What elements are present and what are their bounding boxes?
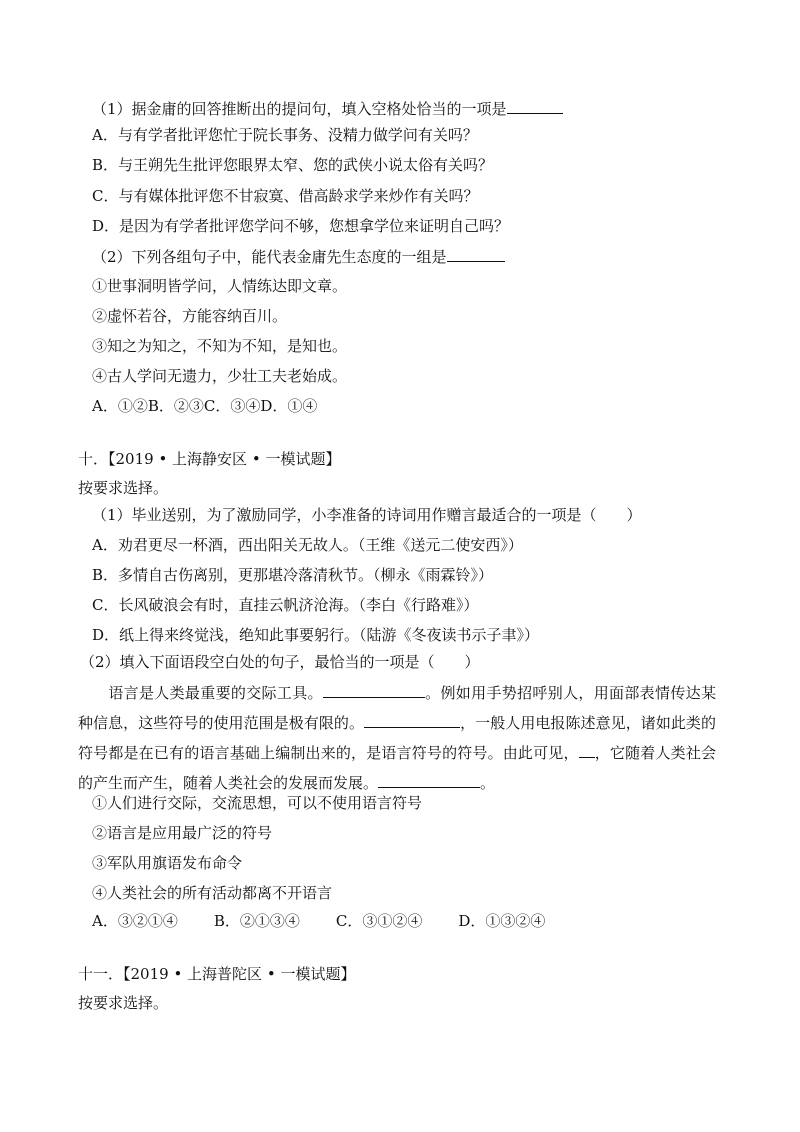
list-item: ①世事洞明皆学问，人情练达即文章。 [92, 277, 348, 295]
passage-blank [364, 711, 460, 728]
question-stem: （2）填入下面语段空白处的句子，最恰当的一项是（ ） [80, 653, 480, 671]
option-b: B．与王朔先生批评您眼界太窄、您的武侠小说太俗有关吗？ [92, 156, 494, 174]
list-item: ③军队用旗语发布命令 [92, 854, 243, 872]
option-b: B．多情自古伤离别，更那堪冷落清秋节。（柳永《雨霖铃》） [92, 566, 494, 584]
section-heading: 十一．【2019 • 上海普陀区 • 一模试题】 [78, 965, 356, 983]
answer-a: A．③②①④ [92, 912, 178, 930]
passage-blank [323, 681, 425, 698]
list-item: ①人们进行交际，交流思想，可以不使用语言符号 [92, 794, 423, 812]
passage: 语言是人类最重要的交际工具。 。例如用手势招呼别人，用面部表情传达某种信息，这些符号的使用范围是极有限的。 ，一般人用电报陈述意见，诸如此类的符号都是在已有的语言基础上编制出来的，是语言符号的符号。由此可见， ，它随着人类社会的产生而产生，随着人类社会的发展而发展。 。 [78, 678, 716, 798]
question-stem: （1）毕业送别，为了激励同学，小李准备的诗词用作赠言最适合的一项是（ ） [92, 506, 642, 524]
list-item: ③知之为知之，不知为不知，是知也。 [92, 337, 348, 355]
answer-blank [507, 98, 563, 114]
option-c: C．与有媒体批评您不甘寂寞、借高龄求学来炒作有关吗？ [92, 187, 479, 205]
list-item: ④古人学问无遗力，少壮工夫老始成。 [92, 367, 348, 385]
option-a: A．劝君更尽一杯酒，西出阳关无故人。（王维《送元二使安西》） [92, 536, 523, 554]
instruction: 按要求选择。 [78, 479, 169, 497]
question-stem: （2）下列各组句子中，能代表金庸先生态度的一组是 [92, 246, 505, 267]
option-a: A．与有学者批评您忙于院长事务、没精力做学问有关吗？ [92, 126, 478, 144]
passage-blank [579, 741, 595, 758]
passage-blank [378, 771, 480, 788]
list-item: ④人类社会的所有活动都离不开语言 [92, 884, 333, 902]
answer-d: D．①③②④ [458, 912, 546, 930]
section-heading: 十．【2019 • 上海静安区 • 一模试题】 [78, 450, 341, 468]
answer-choices: A．①②B．②③C．③④D．①④ [92, 397, 318, 415]
instruction: 按要求选择。 [78, 994, 169, 1012]
answer-c: C．③①②④ [335, 912, 423, 930]
answer-choices [92, 911, 545, 931]
question-stem: （1）据金庸的回答推断出的提问句，填入空格处恰当的一项是 [92, 98, 563, 119]
list-item: ②语言是应用最广泛的符号 [92, 824, 273, 842]
option-c: C．长风破浪会有时，直挂云帆济沧海。（李白《行路难》） [92, 596, 479, 614]
option-d: D．是因为有学者批评您学问不够，您想拿学位来证明自己吗？ [92, 217, 510, 235]
answer-blank [447, 246, 505, 262]
list-item: ②虚怀若谷，方能容纳百川。 [92, 307, 288, 325]
answer-b: B．②①③④ [213, 912, 300, 930]
option-d: D．纸上得来终觉浅，绝知此事要躬行。（陆游《冬夜读书示子聿》） [92, 626, 540, 644]
